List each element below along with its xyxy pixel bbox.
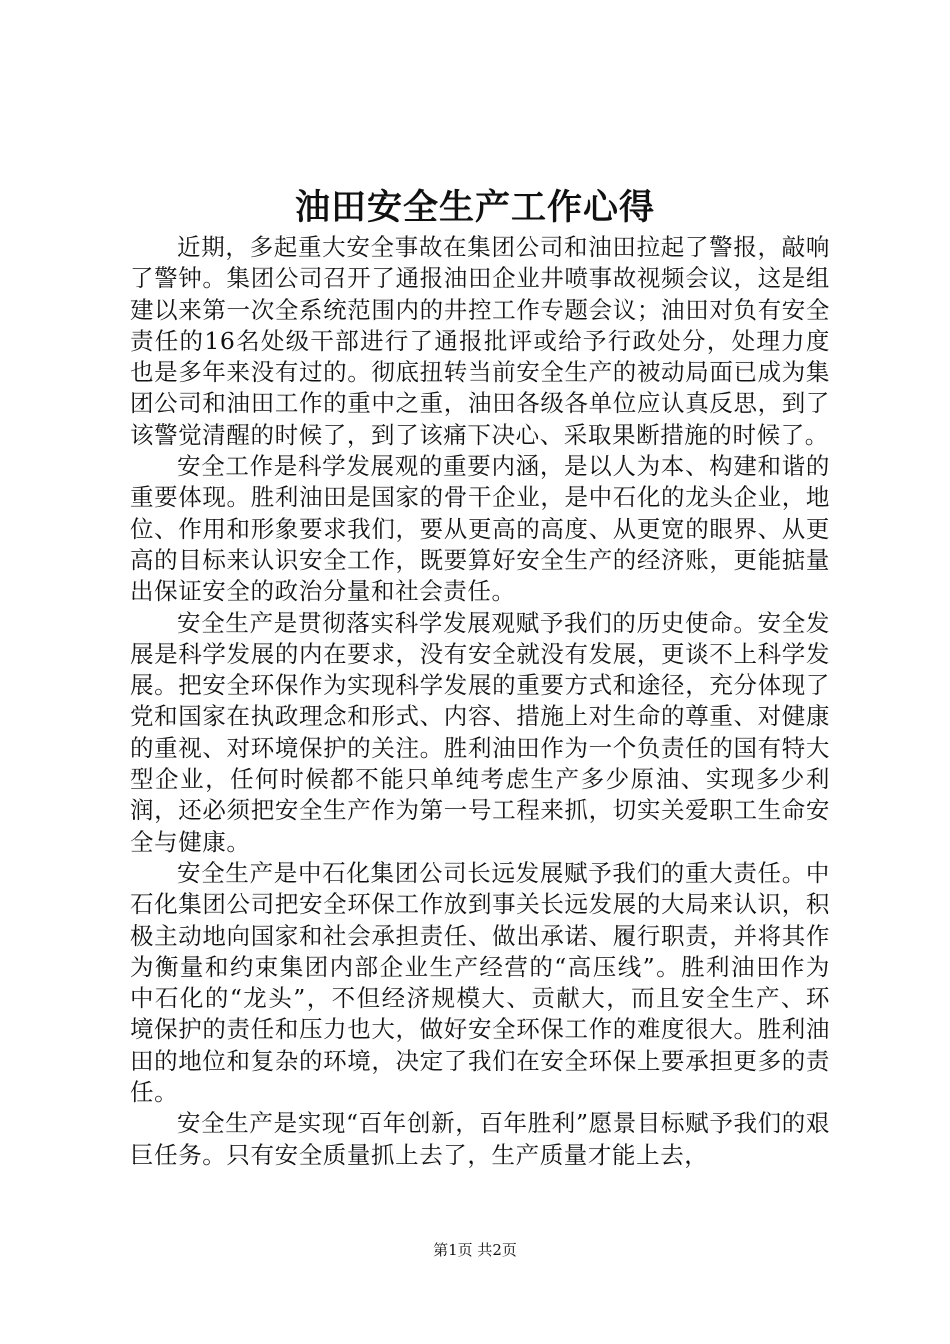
paragraph-5: 安全生产是实现“百年创新，百年胜利”愿景目标赋予我们的艰巨任务。只有安全质量抓上去了，生产质量才能上去， [130, 1109, 830, 1169]
document-body [130, 232, 830, 1171]
page-footer: 第1页 共2页 [433, 1241, 517, 1259]
paragraph-2: 安全工作是科学发展观的重要内涵，是以人为本、构建和谐的重要体现。胜利油田是国家的骨干企业，是中石化的龙头企业，地位、作用和形象要求我们，要从更高的高度、从更宽的眼界、从更高的目标来认识安全工作，既要算好安全生产的经济账，更能掂量出保证安全的政治分量和社会责任。 [130, 452, 830, 606]
paragraph-1: 近期，多起重大安全事故在集团公司和油田拉起了警报，敲响了警钟。集团公司召开了通报油田企业井喷事故视频会议，这是组建以来第一次全系统范围内的井控工作专题会议；油田对负有安全责任的16名处级干部进行了通报批评或给予行政处分，处理力度也是多年来没有过的。彻底扭转当前安全生产的被动局面已成为集团公司和油田工作的重中之重，油田各级各单位应认真反思，到了该警觉清醒的时候了，到了该痛下决心、采取果断措施的时候了。 [130, 233, 830, 449]
document-title: 油田安全生产工作心得 [294, 187, 655, 228]
paragraph-3: 安全生产是贯彻落实科学发展观赋予我们的历史使命。安全发展是科学发展的内在要求，没有安全就没有发展，更谈不上科学发展。把安全环保作为实现科学发展的重要方式和途径，充分体现了党和国家在执政理念和形式、内容、措施上对生命的尊重、对健康的重视、对环境保护的关注。胜利油田作为一个负责任的国有特大型企业，任何时候都不能只单纯考虑生产多少原油、实现多少利润，还必须把安全生产作为第一号工程来抓，切实关爱职工生命安全与健康。 [130, 608, 830, 856]
paragraph-4: 安全生产是中石化集团公司长远发展赋予我们的重大责任。中石化集团公司把安全环保工作放到事关长远发展的大局来认识，积极主动地向国家和社会承担责任、做出承诺、履行职责，并将其作为衡量和约束集团内部企业生产经营的“高压线”。胜利油田作为中石化的“龙头”，不但经济规模大、贡献大，而且安全生产、环境保护的责任和压力也大，做好安全环保工作的难度很大。胜利油田的地位和复杂的环境，决定了我们在安全环保上要承担更多的责任。 [130, 858, 830, 1107]
